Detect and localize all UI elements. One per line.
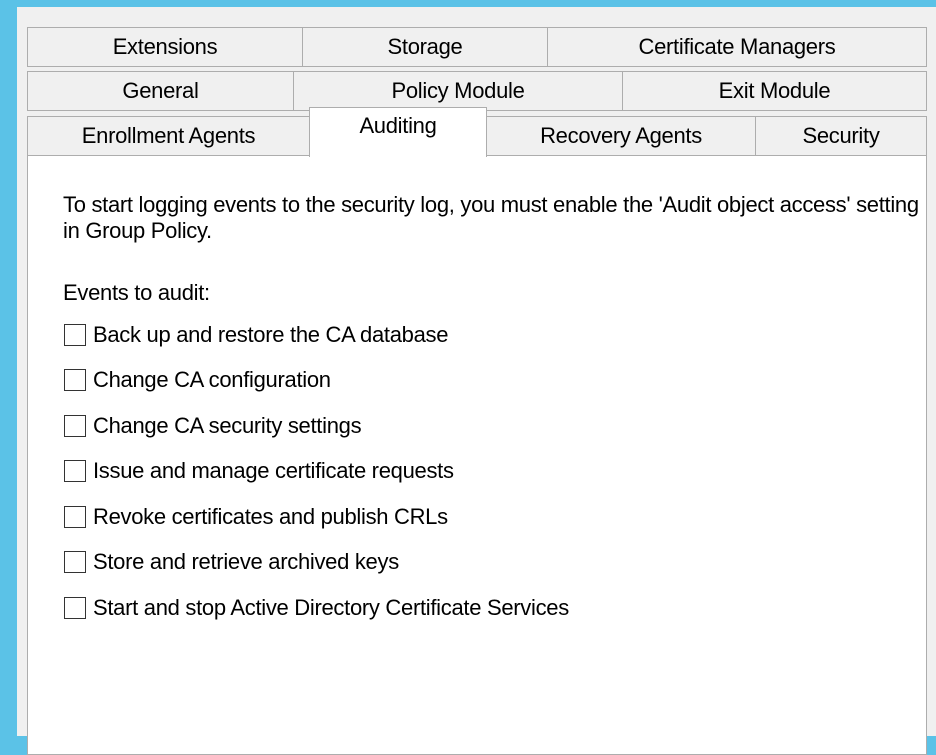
- events-to-audit-label: Events to audit:: [63, 280, 210, 305]
- event-archived-keys-checkbox[interactable]: [64, 548, 399, 576]
- checkbox-box[interactable]: [64, 415, 86, 437]
- event-start-stop-adcs-checkbox[interactable]: [64, 594, 569, 622]
- checkbox-label: Back up and restore the CA database: [93, 322, 449, 347]
- checkbox-label: Change CA configuration: [93, 367, 331, 392]
- event-backup-restore-checkbox[interactable]: [64, 321, 448, 349]
- checkbox-label: Start and stop Active Directory Certificate Services: [93, 595, 569, 620]
- event-revoke-publish-checkbox[interactable]: [64, 503, 448, 531]
- tab-recovery-agents[interactable]: Recovery Agents: [486, 116, 756, 156]
- tab-storage[interactable]: Storage: [302, 27, 548, 67]
- tab-general[interactable]: General: [27, 71, 294, 111]
- ca-properties-dialog: [17, 7, 936, 736]
- checkbox-box[interactable]: [64, 369, 86, 391]
- checkbox-box[interactable]: [64, 597, 86, 619]
- checkbox-box[interactable]: [64, 324, 86, 346]
- checkbox-box[interactable]: [64, 460, 86, 482]
- checkbox-label: Revoke certificates and publish CRLs: [93, 504, 448, 529]
- tab-auditing[interactable]: Auditing: [309, 107, 487, 157]
- checkbox-box[interactable]: [64, 506, 86, 528]
- tab-certificate-managers[interactable]: Certificate Managers: [547, 27, 927, 67]
- tab-exit-module[interactable]: Exit Module: [622, 71, 927, 111]
- checkbox-label: Change CA security settings: [93, 413, 362, 438]
- audit-intro-text: To start logging events to the security log, you must enable the 'Audit object access' setting in Group Policy.: [63, 192, 919, 243]
- event-issue-manage-requests-checkbox[interactable]: [64, 457, 454, 485]
- event-change-config-checkbox[interactable]: [64, 366, 331, 394]
- event-change-security-checkbox[interactable]: [64, 412, 361, 440]
- checkbox-label: Store and retrieve archived keys: [93, 549, 399, 574]
- tab-policy-module[interactable]: Policy Module: [293, 71, 623, 111]
- tab-extensions[interactable]: Extensions: [27, 27, 303, 67]
- tab-enrollment-agents[interactable]: Enrollment Agents: [27, 116, 310, 156]
- checkbox-label: Issue and manage certificate requests: [93, 458, 454, 483]
- checkbox-box[interactable]: [64, 551, 86, 573]
- auditing-panel: [27, 155, 927, 755]
- tab-security[interactable]: Security: [755, 116, 927, 156]
